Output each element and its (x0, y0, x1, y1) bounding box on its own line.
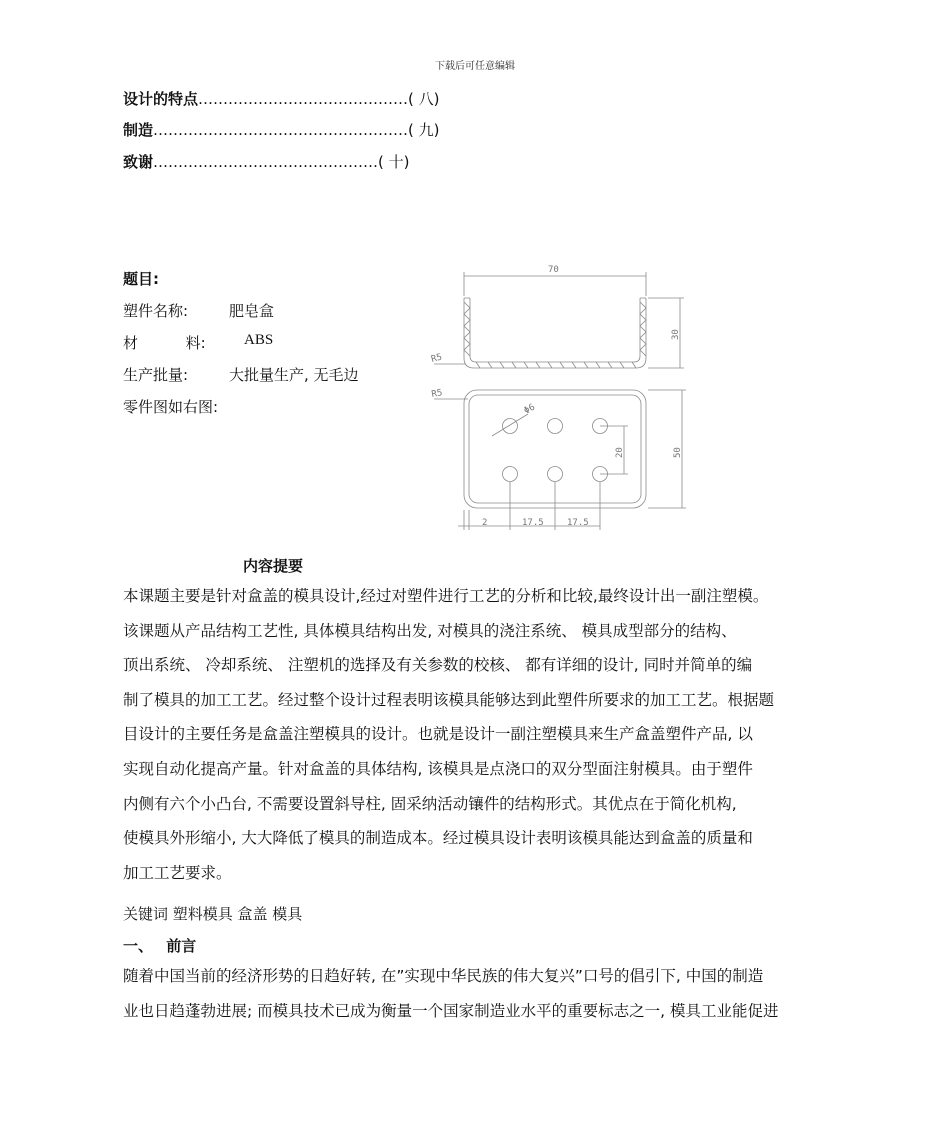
section-view (464, 298, 646, 368)
topic-value: 大批量生产, 无毛边 (229, 366, 359, 384)
toc-dots: ……………………………………… (153, 153, 379, 171)
toc-page: ( 十) (378, 153, 410, 171)
abstract-title: 内容提要 (243, 557, 304, 575)
abstract-line: 内侧有六个小凸台, 不需要设置斜导柱, 固采纳活动镶件的结构形式。其优点在于简化机构, (123, 794, 737, 813)
abstract-line: 制了模具的加工工艺。经过整个设计过程表明该模具能够达到此塑件所要求的加工工艺。根据题 (123, 690, 775, 709)
dim-text: 20 (615, 447, 625, 458)
topic-label: 零件图如右图: (123, 398, 219, 416)
topic-row-drawing (123, 396, 218, 417)
abstract-line: 本课题主要是针对盒盖的模具设计,经过对塑件进行工艺的分析和比较,最终设计出一副注塑模。 (123, 587, 769, 605)
topic-row-part-name (123, 300, 275, 321)
dim-text: 30 (671, 329, 681, 340)
diameter-leader (492, 414, 528, 436)
topic-value: 肥皂盒 (229, 302, 275, 320)
toc-title: 制造 (123, 121, 154, 139)
toc-title: 设计的特点 (123, 90, 199, 108)
dim-text: 2 (482, 518, 488, 528)
section-number: 一、 (123, 937, 154, 955)
section-body (123, 959, 835, 1028)
section-title: 前言 (166, 937, 197, 955)
toc-entry[interactable] (123, 119, 440, 140)
abstract-line: 实现自动化提高产量。针对盒盖的具体结构, 该模具是点浇口的双分型面注射模具。由于塑件 (123, 759, 753, 778)
toc-title: 致谢 (123, 153, 154, 171)
section-line: 业也日趋蓬勃进展; 而模具技术已成为衡量一个国家制造业水平的重要标志之一, 模具工业能促进 (123, 1001, 779, 1020)
boss-hole (548, 419, 563, 434)
abstract-line: 目设计的主要任务是盒盖注塑模具的设计。也就是设计一副注塑模具来生产盒盖塑件产品, 以 (123, 725, 753, 744)
boss-hole (503, 467, 518, 482)
dim-text: 50 (673, 447, 683, 458)
topic-heading: 题目: (123, 270, 159, 288)
abstract-line: 加工工艺要求。 (123, 863, 232, 882)
keywords: 关键词 塑料模具 盒盖 模具 (123, 905, 303, 923)
toc-dots: …………………………………… (198, 90, 409, 108)
topic-label: 塑件名称: (123, 302, 189, 320)
toc-page: ( 八) (408, 90, 440, 108)
topic-row-batch (123, 364, 359, 385)
page-header: 下载后可任意编辑 (435, 61, 515, 72)
topic-row-material (123, 332, 274, 353)
abstract-body (123, 579, 835, 890)
dim-text: 17.5 (522, 518, 544, 528)
boss-hole (503, 419, 518, 434)
dim-line-width (464, 272, 646, 296)
abstract-line: 使模具外形缩小, 大大降低了模具的制造成本。经过模具设计表明该模具能达到盒盖的质量和 (123, 829, 753, 848)
section-heading (123, 935, 196, 956)
abstract-line: 该课题从产品结构工艺性, 具体模具结构出发, 对模具的浇注系统、 模具成型部分的结构、 (123, 621, 737, 640)
topic-label: 生产批量: (123, 366, 189, 384)
abstract-line: 顶出系统、 冷却系统、 注塑机的选择及有关参数的校核、 都有详细的设计, 同时并简单的编 (123, 656, 753, 675)
section-line: 随着中国当前的经济形势的日趋好转, 在”实现中华民族的伟大复兴”口号的倡引下, 中国的制造 (123, 967, 764, 985)
dim-text: Φ6 (522, 402, 537, 417)
topic-label: 材 料: (123, 334, 206, 352)
boss-hole (548, 467, 563, 482)
dim-text: 17.5 (567, 518, 589, 528)
topic-value: ABS (244, 332, 274, 348)
toc-dots: …………………………………………… (153, 121, 409, 139)
dim-text: R5 (430, 352, 444, 365)
part-drawing (428, 262, 698, 534)
toc-entry[interactable] (123, 88, 440, 109)
toc-page: ( 九) (408, 121, 440, 139)
toc-entry[interactable] (123, 151, 410, 172)
dim-text: 70 (548, 265, 559, 275)
dim-text: R5 (430, 388, 444, 400)
